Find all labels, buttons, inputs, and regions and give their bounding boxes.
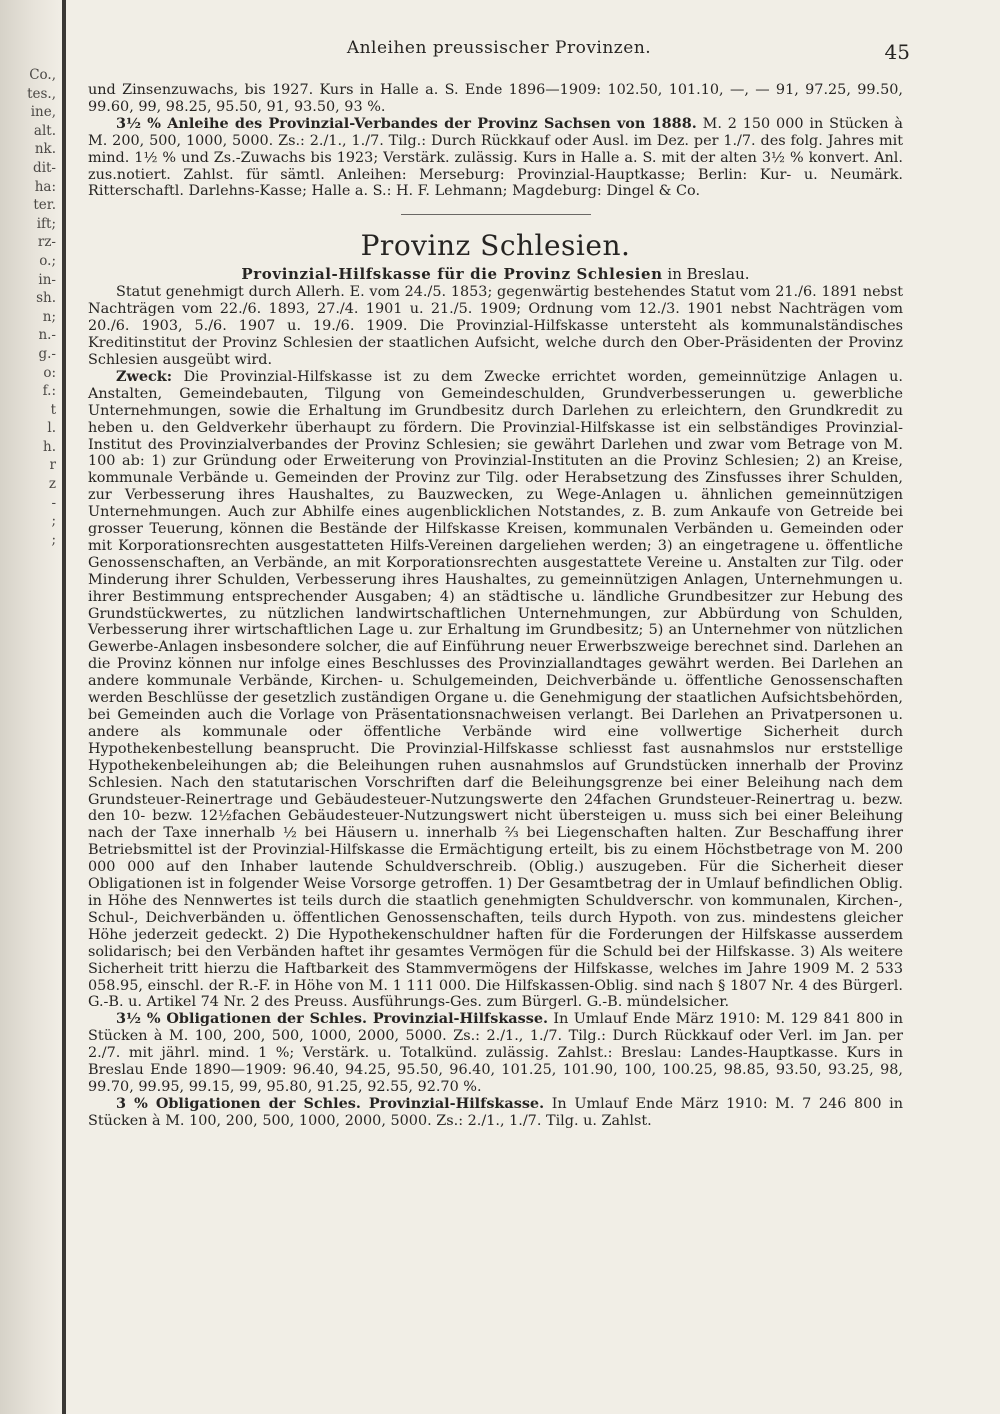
- prev-page-fragment: -: [51, 494, 56, 511]
- prev-page-fragment: alt.: [33, 122, 56, 139]
- prev-page-fragment: g.-: [38, 345, 56, 362]
- previous-page-margin: [0, 66, 56, 549]
- prev-page-fragment: tes.,: [27, 85, 56, 102]
- continued-paragraph: und Zinsenzuwachs, bis 1927. Kurs in Halle a. S. Ende 1896—1909: 102.50, 101.10, —, — 91, 97.25, 99.50, 99.60, 99, 98.25, 95.50, 91, 93.50, 93 %.: [88, 82, 903, 115]
- bond-text: In Umlauf Ende März 1910: M. 129 841 800 in Stücken à M. 100, 200, 500, 1000, 2000, 5000. Zs.: 2./1., 1./7. Tilg.: Durch Rückkauf oder Verl. im Jan. per 2./7. mit jährl. mind. 1 %; Verstärk. u. Totalkünd. zulässig. Zahlst.: Breslau: Landes-Hauptkasse. Kurs in Breslau Ende 1890—1909: 96.40, 94.25, 95.50, 96.40, 101.25, 101.90, 100, 100.25, 98.85, 93.50, 93.25, 98, 99.70, 99.95, 99.15, 99, 95.80, 91.25, 92.55, 92.70 %.: [88, 1011, 903, 1095]
- prev-page-fragment: l.: [47, 420, 56, 437]
- page-number: 45: [884, 40, 910, 64]
- prev-page-fragment: sh.: [36, 290, 56, 307]
- prev-page-fragment: n.-: [38, 327, 56, 344]
- zweck-label: Zweck:: [116, 367, 173, 385]
- prev-page-fragment: dit-: [33, 159, 56, 176]
- zweck-text: Die Provinzial-Hilfskasse ist zu dem Zwecke errichtet worden, gemeinnützige Anlagen u. Anstalten, Gemeindebauten, Tilgung von Gemeindeschulden, Grundverbesserungen u. gewerbliche Unternehmungen, sowie die Erhaltung im Grundbesitz durch Darlehen zu erleichtern, den Grundkredit zu heben u. den Geldverkehr überhaupt zu fördern. Die Provinzial-Hilfskasse ist ein selbständiges Provinzial-Institut des Provinzialverbandes der Provinz Schlesien; sie gewährt Darlehen und zwar vom Betrage von M. 100 ab: 1) zur Gründung oder Erweiterung von Provinzial-Instituten an die Provinz Schlesien; 2) an Kreise, kommunale Verbände u. Gemeinden der Provinz zur Tilg. oder Herabsetzung des Zinsfusses ihrer Schulden, zur Verbesserung ihres Haushaltes, zu Bauzwecken, zu Wege-Anlagen u. ähnlichen gemeinnützigen Unternehmungen. Auch zur Abhilfe eines augenblicklichen Notstandes, z. B. zum Ankaufe von Getreide bei grosser Teuerung, können die Bestände der Hilfskasse Kreisen, kommunalen Verbänden u. Gemeinden oder mit Korporationsrechten ausgestatteten Hilfs-Vereinen dargeliehen werden; 3) an eingetragene u. öffentliche Genossenschaften, an Verbände, an mit Korporationsrechten ausgestattete Vereine u. Anstalten zur Tilg. oder Minderung ihrer Schulden, Verbesserung ihres Haushaltes, zu gemeinnützigen Anlagen, Unternehmungen u. ihrer Bestimmung entsprechender Ausgaben; 4) an städtische u. ländliche Grundbesitzer zur Hebung des Grundstückwertes, zu nützlichen landwirtschaftlichen Unternehmungen, zur Abbürdung von Schulden, Verbesserung ihrer wirtschaftlichen Lage u. zur Erhaltung im Grundbesitz; 5) an Unternehmer von nützlichen Gewerbe-Anlagen insbesondere solcher, die auf Einführung neuer Erwerbszweige berechnet sind. Darlehen an die Provinz können nur infolge eines Beschlusses des Provinziallandtages gewährt werden. Bei Darlehen an andere kommunale Verbände, Kirchen- u. Schulgemeinden, Deichverbände u. öffentliche Genossenschaften werden Beschlüsse der gesetzlich zuständigen Organe u. die Genehmigung der staatlichen Aufsichtsbehörden, bei Gemeinden auch die Vorlage von Präsentationsnachweisen verlangt. Bei Darlehen an Privatpersonen u. andere als kommunale oder öffentliche Verbände wird eine vollwertige Sicherheit durch Hypothekenbestellung beansprucht. Die Provinzial-Hilfskasse schliesst fast ausnahmslos nur erststellige Hypothekenbeleihungen ab; die Beleihungen ruhen ausnahmslos auf Grundstücken innerhalb der Provinz Schlesien. Nach den statutarischen Vorschriften darf die Beleihungsgrenze bei einer Beleihung nach dem Grundsteuer-Reinertrage und Gebäudesteuer-Nutzungswerte den 24fachen Grundsteuer-Reinertrag u. bezw. den 10- bezw. 12½fachen Gebäudesteuer-Nutzungswert nicht übersteigen u. muss sich bei einer Beleihung nach der Taxe innerhalb ½ bei Häusern u. innerhalb ⅔ bei Liegenschaften halten. Zur Beschaffung ihrer Betriebsmittel ist der Provinzial-Hilfskasse die Ermächtigung erteilt, bis zu einem Höchstbetrage von M. 200 000 000 auf den Inhaber lautende Schuldverschreib. (Oblig.) auszugeben. Für die Sicherheit dieser Obligationen ist in folgender Weise Vorsorge getroffen. 1) Der Gesamtbetrag der in Umlauf befindlichen Oblig. in Höhe des Nennwertes ist teils durch die staatlich genehmigten Schuldverschr. von kommunalen, Kirchen-, Schul-, Deichverbänden u. öffentlichen Genossenschaften, teils durch Hypoth. von zus. mindestens gleicher Höhe jederzeit gedeckt. 2) Die Hypothekenschuldner haften für die Forderungen der Hilfskasse ausserdem solidarisch; bei den Verbänden haftet ihr gesamtes Vermögen für die Schuld bei der Hilfskasse. 3) Als weitere Sicherheit tritt hierzu die Haftbarkeit des Stammvermögens der Hilfskasse, welches im Jahre 1909 M. 2 533 058.95, einschl. der R.-F. in Höhe von M. 1 111 000. Die Hilfskassen-Oblig. sind nach § 1807 Nr. 4 des Bürgerl. G.-B. u. Artikel 74 Nr. 2 des Preuss. Ausführungs-Ges. zum Bürgerl. G.-B. mündelsicher.: [88, 368, 903, 1011]
- prev-page-fragment: o.;: [39, 252, 56, 269]
- prev-page-fragment: ;: [51, 531, 56, 548]
- prev-page-fragment: ha:: [34, 178, 56, 195]
- prev-page-fragment: o:: [43, 364, 56, 381]
- zweck-paragraph: [88, 369, 903, 1011]
- prev-page-fragment: z: [48, 476, 56, 493]
- bond-text: In Umlauf Ende März 1910: M. 7 246 800 in Stücken à M. 100, 200, 500, 1000, 2000, 5000. Zs.: 2./1., 1./7. Tilg. u. Zahlst.: [88, 1095, 903, 1129]
- bond-entry: [88, 1096, 903, 1130]
- prev-page-fragment: rz-: [37, 234, 56, 251]
- section-divider: [401, 214, 591, 215]
- subtitle-location: in Breslau.: [662, 265, 750, 284]
- page-header: [88, 38, 910, 64]
- loan-1888-entry: [88, 116, 903, 201]
- bond-title: 3½ % Obligationen der Schles. Provinzial-Hilfskasse.: [116, 1010, 548, 1028]
- prev-page-fragment: ter.: [33, 197, 56, 214]
- section-subtitle: [88, 265, 903, 283]
- subtitle-institution: Provinzial-Hilfskasse für die Provinz Schlesien: [241, 265, 663, 284]
- bond-entry: [88, 1011, 903, 1096]
- statut-paragraph: Statut genehmigt durch Allerh. E. vom 24./5. 1853; gegenwärtig bestehendes Statut vom 21./6. 1891 nebst Nachträgen vom 22./6. 1893, 27./4. 1901 u. 21./5. 1909; Ordnung vom 12./3. 1901 nebst Nachträgen vom 20./6. 1903, 5./6. 1907 u. 19./6. 1909. Die Provinzial-Hilfskasse untersteht als kommunalständisches Kreditinstitut der Provinz Schlesien der staatlichen Aufsicht, welche durch den Ober-Präsidenten der Provinz Schlesien ausgeübt wird.: [88, 284, 903, 368]
- prev-page-fragment: h.: [43, 438, 56, 455]
- running-title: Anleihen preussischer Provinzen.: [346, 38, 652, 58]
- prev-page-fragment: f.:: [42, 383, 56, 400]
- prev-page-fragment: ;: [51, 513, 56, 530]
- prev-page-fragment: r: [49, 457, 56, 474]
- prev-page-fragment: ine,: [30, 104, 56, 121]
- bond-title: 3 % Obligationen der Schles. Provinzial-Hilfskasse.: [116, 1094, 545, 1112]
- section-title: Provinz Schlesien.: [360, 229, 631, 263]
- prev-page-fragment: Co.,: [29, 67, 56, 83]
- prev-page-fragment: in-: [38, 271, 56, 288]
- prev-page-fragment: ift;: [36, 215, 56, 232]
- prev-page-fragment: n;: [42, 308, 56, 325]
- prev-page-fragment: nk.: [34, 141, 56, 158]
- prev-page-fragment: t: [50, 401, 56, 418]
- loan-1888-title: 3½ % Anleihe des Provinzial-Verbandes der Provinz Sachsen von 1888.: [116, 114, 697, 132]
- loan-1888-text: M. 2 150 000 in Stücken à M. 200, 500, 1000, 5000. Zs.: 2./1., 1./7. Tilg.: Durch Rückkauf oder Ausl. im Dez. per 1./7. des folg. Jahres mit mind. 1½ % und Zs.-Zuwachs bis 1923; Verstärk. zulässig. Kurs in Halle a. S. mit der alten 3½ % konvert. Anl. zus.notiert. Zahlst. für sämtl. Anleihen: Merseburg: Provinzial-Hauptkasse; Berlin: Kur- u. Neumärk. Ritterschaftl. Darlehns-Kasse; Halle a. S.: H. F. Lehmann; Magdeburg: Dingel & Co.: [88, 115, 903, 200]
- page-content: [88, 82, 903, 1130]
- page-binding-line: [62, 0, 66, 1414]
